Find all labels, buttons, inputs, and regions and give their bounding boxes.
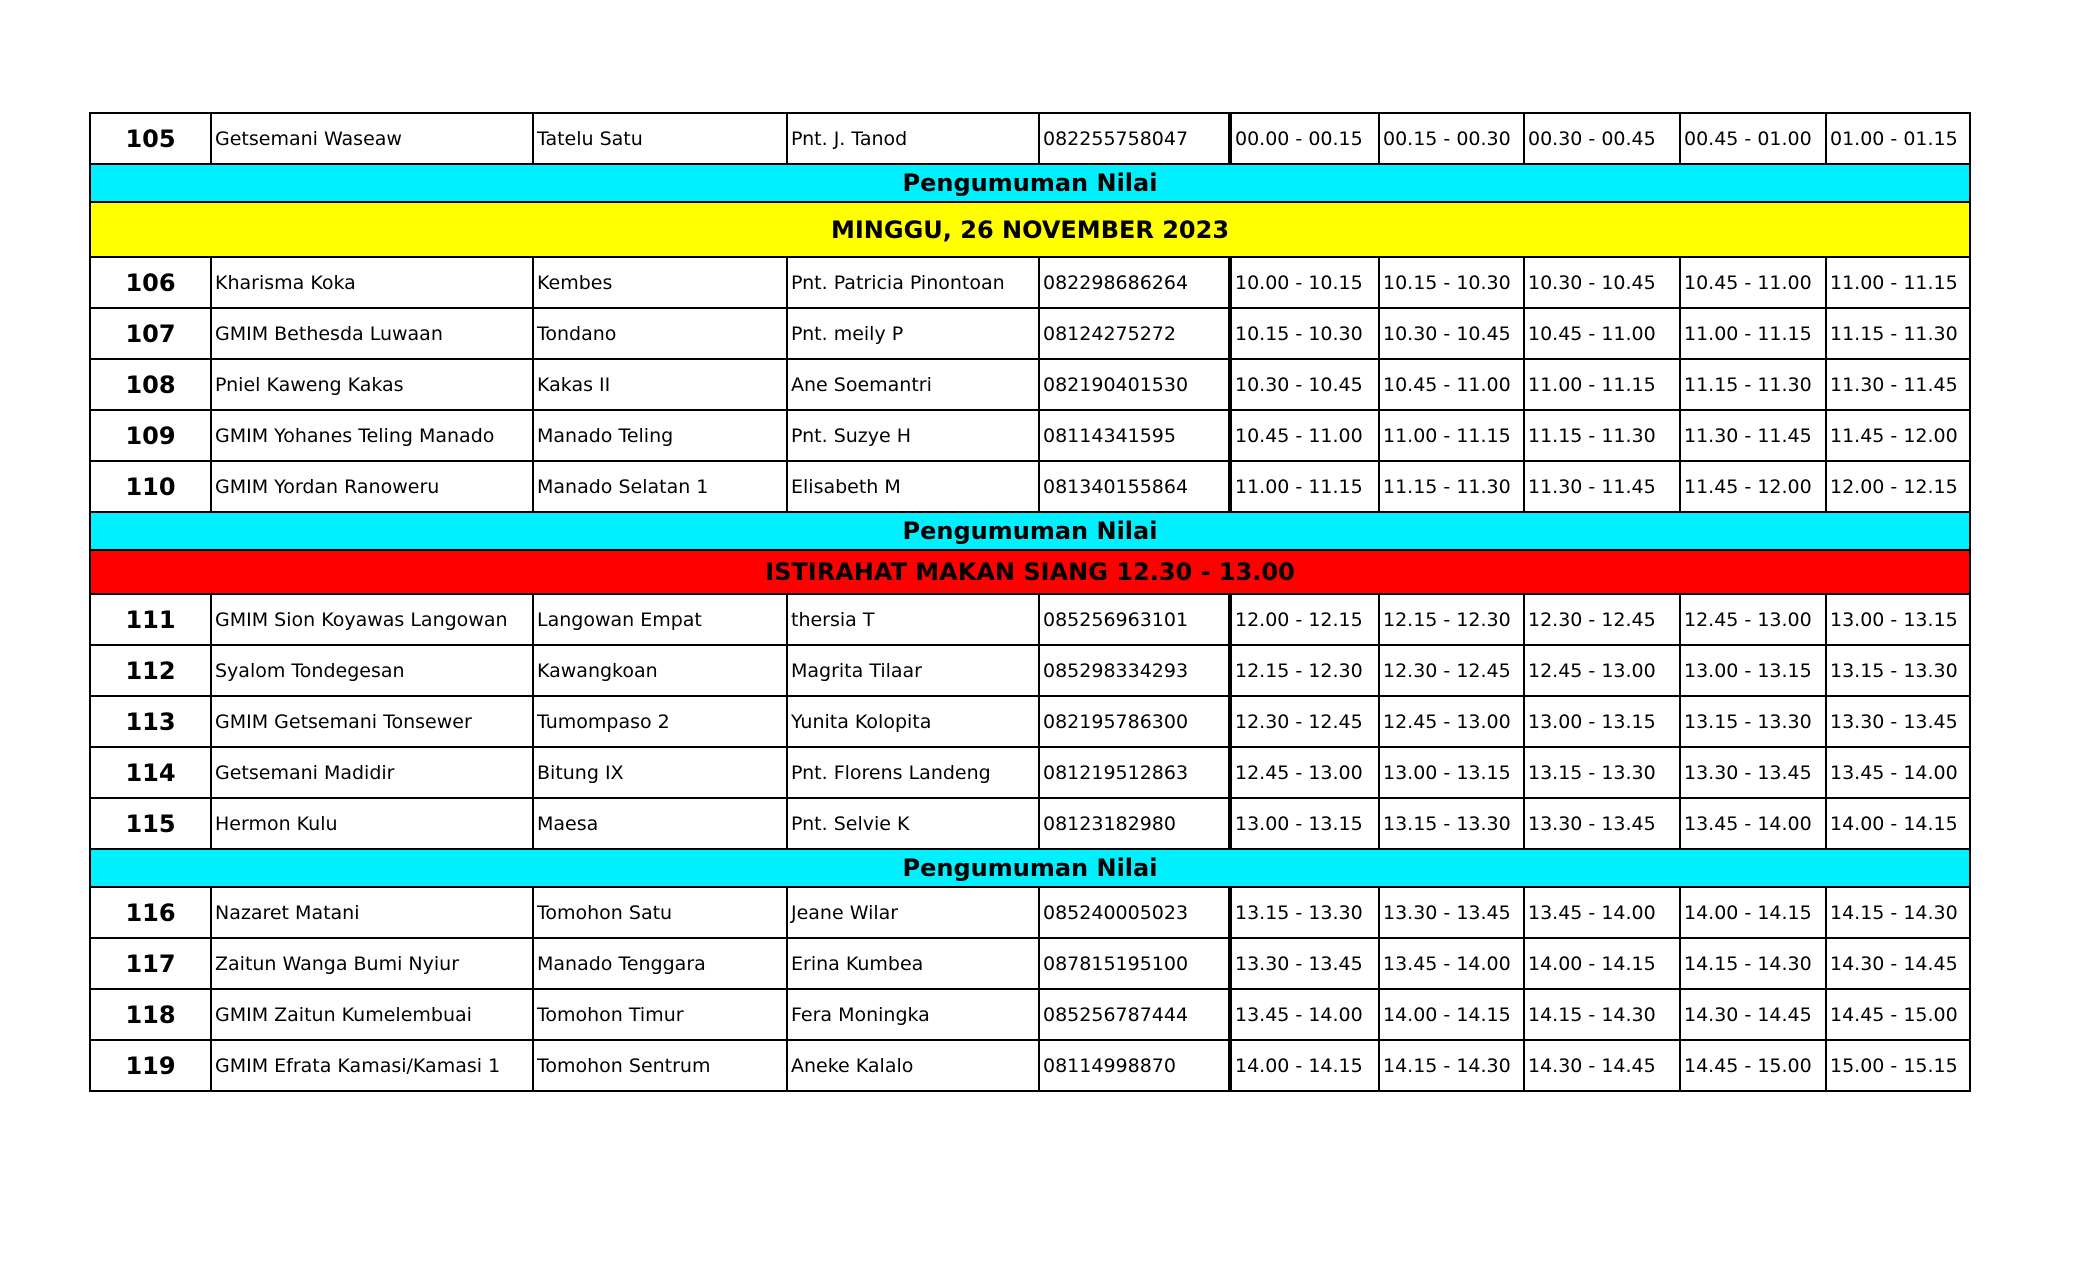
contact-person: Jeane Wilar [787,887,1039,938]
time-slot-3: 11.00 - 11.15 [1524,359,1680,410]
time-slot-4: 11.30 - 11.45 [1680,410,1826,461]
region-name: Tomohon Timur [533,989,787,1040]
time-slot-2: 13.15 - 13.30 [1379,798,1524,849]
time-slot-5: 11.00 - 11.15 [1826,257,1970,308]
contact-person: Pnt. Florens Landeng [787,747,1039,798]
time-slot-1: 13.15 - 13.30 [1230,887,1379,938]
banner-row [90,550,1970,594]
entry-number: 109 [90,410,211,461]
contact-person: Aneke Kalalo [787,1040,1039,1091]
time-slot-5: 13.45 - 14.00 [1826,747,1970,798]
phone-number: 08114341595 [1039,410,1230,461]
time-slot-2: 10.15 - 10.30 [1379,257,1524,308]
region-name: Kakas II [533,359,787,410]
region-name: Manado Tenggara [533,938,787,989]
banner-text: Pengumuman Nilai [90,164,1970,202]
banner-text: Pengumuman Nilai [90,849,1970,887]
church-name: GMIM Bethesda Luwaan [211,308,533,359]
entry-number: 119 [90,1040,211,1091]
time-slot-4: 11.00 - 11.15 [1680,308,1826,359]
time-slot-4: 13.30 - 13.45 [1680,747,1826,798]
time-slot-4: 13.00 - 13.15 [1680,645,1826,696]
time-slot-2: 13.30 - 13.45 [1379,887,1524,938]
contact-person: Elisabeth M [787,461,1039,512]
contact-person: Pnt. Selvie K [787,798,1039,849]
time-slot-1: 12.15 - 12.30 [1230,645,1379,696]
banner-text: ISTIRAHAT MAKAN SIANG 12.30 - 13.00 [90,550,1970,594]
region-name: Tomohon Sentrum [533,1040,787,1091]
time-slot-3: 00.30 - 00.45 [1524,113,1680,164]
time-slot-3: 14.15 - 14.30 [1524,989,1680,1040]
phone-number: 081219512863 [1039,747,1230,798]
banner-row [90,512,1970,550]
church-name: Hermon Kulu [211,798,533,849]
church-name: Syalom Tondegesan [211,645,533,696]
table-row [90,989,1970,1040]
time-slot-4: 14.00 - 14.15 [1680,887,1826,938]
time-slot-5: 14.15 - 14.30 [1826,887,1970,938]
time-slot-1: 12.00 - 12.15 [1230,594,1379,645]
time-slot-4: 13.15 - 13.30 [1680,696,1826,747]
time-slot-5: 11.45 - 12.00 [1826,410,1970,461]
entry-number: 108 [90,359,211,410]
time-slot-1: 10.45 - 11.00 [1230,410,1379,461]
region-name: Tumompaso 2 [533,696,787,747]
banner-text: Pengumuman Nilai [90,512,1970,550]
region-name: Langowan Empat [533,594,787,645]
time-slot-3: 13.00 - 13.15 [1524,696,1680,747]
time-slot-1: 14.00 - 14.15 [1230,1040,1379,1091]
phone-number: 08123182980 [1039,798,1230,849]
entry-number: 115 [90,798,211,849]
time-slot-3: 11.30 - 11.45 [1524,461,1680,512]
phone-number: 085256963101 [1039,594,1230,645]
region-name: Manado Selatan 1 [533,461,787,512]
banner-row [90,849,1970,887]
time-slot-3: 13.30 - 13.45 [1524,798,1680,849]
entry-number: 114 [90,747,211,798]
time-slot-2: 13.00 - 13.15 [1379,747,1524,798]
time-slot-4: 11.15 - 11.30 [1680,359,1826,410]
entry-number: 117 [90,938,211,989]
entry-number: 107 [90,308,211,359]
time-slot-3: 14.00 - 14.15 [1524,938,1680,989]
time-slot-3: 13.15 - 13.30 [1524,747,1680,798]
time-slot-5: 12.00 - 12.15 [1826,461,1970,512]
region-name: Kawangkoan [533,645,787,696]
phone-number: 085240005023 [1039,887,1230,938]
contact-person: Ane Soemantri [787,359,1039,410]
time-slot-1: 10.15 - 10.30 [1230,308,1379,359]
table-row [90,113,1970,164]
entry-number: 111 [90,594,211,645]
schedule-body [90,113,1970,1091]
time-slot-4: 14.30 - 14.45 [1680,989,1826,1040]
phone-number: 081340155864 [1039,461,1230,512]
church-name: GMIM Yohanes Teling Manado [211,410,533,461]
region-name: Manado Teling [533,410,787,461]
entry-number: 118 [90,989,211,1040]
phone-number: 08124275272 [1039,308,1230,359]
region-name: Maesa [533,798,787,849]
banner-row [90,202,1970,257]
entry-number: 106 [90,257,211,308]
region-name: Tomohon Satu [533,887,787,938]
time-slot-2: 11.15 - 11.30 [1379,461,1524,512]
contact-person: Fera Moningka [787,989,1039,1040]
entry-number: 113 [90,696,211,747]
entry-number: 116 [90,887,211,938]
time-slot-2: 00.15 - 00.30 [1379,113,1524,164]
contact-person: Pnt. Patricia Pinontoan [787,257,1039,308]
table-row [90,594,1970,645]
region-name: Bitung IX [533,747,787,798]
church-name: Pniel Kaweng Kakas [211,359,533,410]
time-slot-1: 13.45 - 14.00 [1230,989,1379,1040]
time-slot-5: 14.45 - 15.00 [1826,989,1970,1040]
time-slot-2: 12.45 - 13.00 [1379,696,1524,747]
time-slot-3: 12.30 - 12.45 [1524,594,1680,645]
church-name: Nazaret Matani [211,887,533,938]
time-slot-4: 10.45 - 11.00 [1680,257,1826,308]
time-slot-2: 11.00 - 11.15 [1379,410,1524,461]
time-slot-3: 10.45 - 11.00 [1524,308,1680,359]
schedule-table [89,112,1971,1092]
table-row [90,257,1970,308]
phone-number: 08114998870 [1039,1040,1230,1091]
church-name: Zaitun Wanga Bumi Nyiur [211,938,533,989]
entry-number: 110 [90,461,211,512]
church-name: GMIM Zaitun Kumelembuai [211,989,533,1040]
time-slot-2: 12.15 - 12.30 [1379,594,1524,645]
church-name: Getsemani Madidir [211,747,533,798]
phone-number: 085256787444 [1039,989,1230,1040]
time-slot-2: 10.30 - 10.45 [1379,308,1524,359]
time-slot-1: 12.30 - 12.45 [1230,696,1379,747]
table-row [90,938,1970,989]
time-slot-1: 12.45 - 13.00 [1230,747,1379,798]
time-slot-1: 10.00 - 10.15 [1230,257,1379,308]
entry-number: 112 [90,645,211,696]
region-name: Tondano [533,308,787,359]
time-slot-5: 15.00 - 15.15 [1826,1040,1970,1091]
time-slot-5: 13.00 - 13.15 [1826,594,1970,645]
table-row [90,747,1970,798]
phone-number: 087815195100 [1039,938,1230,989]
banner-text: MINGGU, 26 NOVEMBER 2023 [90,202,1970,257]
table-row [90,798,1970,849]
time-slot-2: 10.45 - 11.00 [1379,359,1524,410]
contact-person: Pnt. meily P [787,308,1039,359]
time-slot-3: 14.30 - 14.45 [1524,1040,1680,1091]
time-slot-5: 14.30 - 14.45 [1826,938,1970,989]
contact-person: Magrita Tilaar [787,645,1039,696]
entry-number: 105 [90,113,211,164]
contact-person: Yunita Kolopita [787,696,1039,747]
table-row [90,359,1970,410]
time-slot-3: 13.45 - 14.00 [1524,887,1680,938]
time-slot-3: 11.15 - 11.30 [1524,410,1680,461]
time-slot-2: 14.00 - 14.15 [1379,989,1524,1040]
table-row [90,1040,1970,1091]
phone-number: 082255758047 [1039,113,1230,164]
time-slot-1: 11.00 - 11.15 [1230,461,1379,512]
table-row [90,308,1970,359]
time-slot-3: 10.30 - 10.45 [1524,257,1680,308]
church-name: GMIM Efrata Kamasi/Kamasi 1 [211,1040,533,1091]
time-slot-5: 11.30 - 11.45 [1826,359,1970,410]
time-slot-4: 14.45 - 15.00 [1680,1040,1826,1091]
table-row [90,461,1970,512]
church-name: Kharisma Koka [211,257,533,308]
time-slot-1: 13.00 - 13.15 [1230,798,1379,849]
time-slot-5: 11.15 - 11.30 [1826,308,1970,359]
contact-person: Pnt. J. Tanod [787,113,1039,164]
time-slot-4: 14.15 - 14.30 [1680,938,1826,989]
region-name: Kembes [533,257,787,308]
time-slot-3: 12.45 - 13.00 [1524,645,1680,696]
time-slot-2: 14.15 - 14.30 [1379,1040,1524,1091]
table-row [90,887,1970,938]
contact-person: thersia T [787,594,1039,645]
time-slot-4: 00.45 - 01.00 [1680,113,1826,164]
church-name: GMIM Yordan Ranoweru [211,461,533,512]
table-row [90,696,1970,747]
time-slot-1: 13.30 - 13.45 [1230,938,1379,989]
church-name: GMIM Sion Koyawas Langowan [211,594,533,645]
time-slot-2: 13.45 - 14.00 [1379,938,1524,989]
phone-number: 082195786300 [1039,696,1230,747]
phone-number: 085298334293 [1039,645,1230,696]
church-name: Getsemani Waseaw [211,113,533,164]
phone-number: 082190401530 [1039,359,1230,410]
time-slot-4: 11.45 - 12.00 [1680,461,1826,512]
region-name: Tatelu Satu [533,113,787,164]
time-slot-5: 13.15 - 13.30 [1826,645,1970,696]
time-slot-4: 13.45 - 14.00 [1680,798,1826,849]
contact-person: Pnt. Suzye H [787,410,1039,461]
table-row [90,645,1970,696]
time-slot-5: 13.30 - 13.45 [1826,696,1970,747]
time-slot-4: 12.45 - 13.00 [1680,594,1826,645]
time-slot-2: 12.30 - 12.45 [1379,645,1524,696]
time-slot-5: 01.00 - 01.15 [1826,113,1970,164]
time-slot-1: 00.00 - 00.15 [1230,113,1379,164]
church-name: GMIM Getsemani Tonsewer [211,696,533,747]
time-slot-5: 14.00 - 14.15 [1826,798,1970,849]
phone-number: 082298686264 [1039,257,1230,308]
time-slot-1: 10.30 - 10.45 [1230,359,1379,410]
contact-person: Erina Kumbea [787,938,1039,989]
banner-row [90,164,1970,202]
table-row [90,410,1970,461]
